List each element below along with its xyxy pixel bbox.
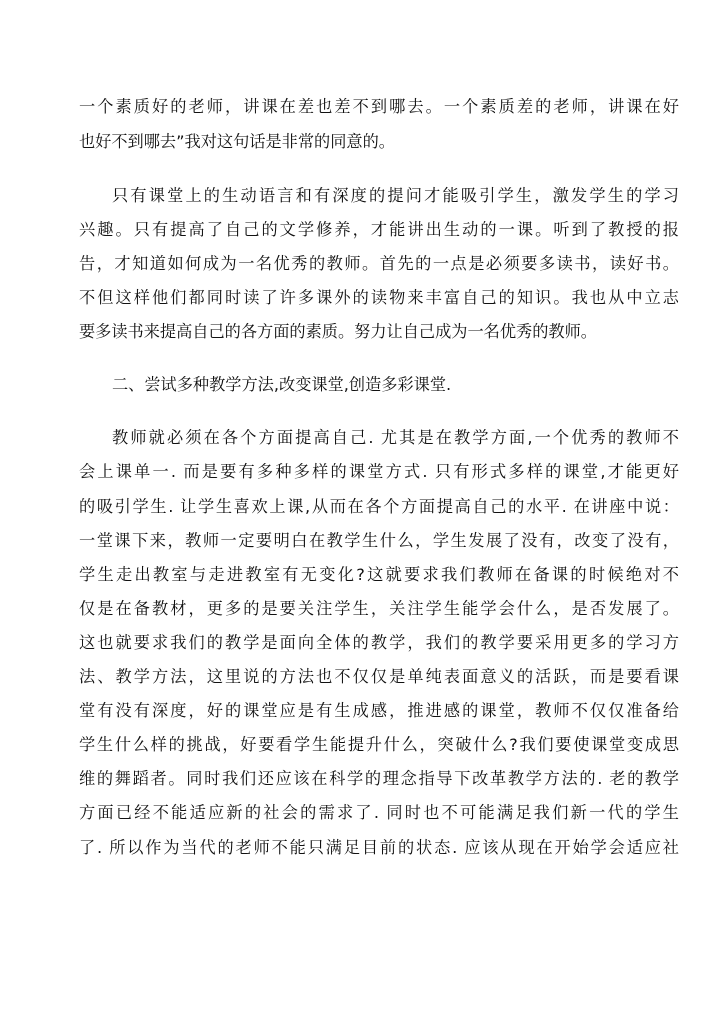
text-line: 堂有没有深度，好的课堂应是有生成感，推进感的课堂，教师不仅仅准备给 <box>79 701 679 720</box>
text-line: 一个素质好的老师，讲课在差也差不到哪去。一个素质差的老师，讲课在好 <box>79 97 679 116</box>
section-heading: 二、尝试多种教学方法,改变课堂,创造多彩课堂. <box>112 375 452 394</box>
text-line: 兴趣。只有提高了自己的文学修养，才能讲出生动的一课。听到了教授的报 <box>79 220 679 239</box>
text-line: 维的舞蹈者。同时我们还应该在科学的理念指导下改革教学方法的. 老的教学 <box>79 769 679 788</box>
text-line: 不但这样他们都同时读了许多课外的读物来丰富自己的知识。我也从中立志 <box>79 288 679 307</box>
text-line: 法、教学方法，这里说的方法也不仅仅是单纯表面意义的活跃，而是要看课 <box>79 667 679 686</box>
text-line: 这也就要求我们的教学是面向全体的教学，我们的教学要采用更多的学习方 <box>79 633 679 652</box>
text-line: 一堂课下来，教师一定要明白在教学生什么，学生发展了没有，改变了没有， <box>79 531 679 550</box>
text-line: 只有课堂上的生动语言和有深度的提问才能吸引学生，激发学生的学习 <box>112 186 679 205</box>
text-line: 学生走出教室与走进教室有无变化?这就要求我们教师在备课的时候绝对不 <box>79 565 679 584</box>
text-line: 仅是在备教材，更多的是要关注学生，关注学生能学会什么，是否发展了。 <box>79 599 679 618</box>
text-line: 的吸引学生. 让学生喜欢上课,从而在各个方面提高自己的水平. 在讲座中说： <box>79 497 679 516</box>
text-line: 教师就必须在各个方面提高自己. 尤其是在教学方面,一个优秀的教师不 <box>112 428 679 447</box>
text-line: 会上课单一. 而是要有多种多样的课堂方式. 只有形式多样的课堂,才能更好 <box>79 462 679 481</box>
text-line: 也好不到哪去”我对这句话是非常的同意的。 <box>79 132 395 151</box>
text-line: 了. 所以作为当代的老师不能只满足目前的状态. 应该从现在开始学会适应社 <box>79 838 679 857</box>
text-line: 告，才知道如何成为一名优秀的教师。首先的一点是必须要多读书，读好书。 <box>79 254 679 273</box>
text-line: 学生什么样的挑战，好要看学生能提升什么，突破什么?我们要使课堂变成思 <box>79 735 679 754</box>
text-line: 方面已经不能适应新的社会的需求了. 同时也不可能满足我们新一代的学生 <box>79 803 679 822</box>
text-line: 要多读书来提高自己的各方面的素质。努力让自己成为一名优秀的教师。 <box>79 322 597 341</box>
